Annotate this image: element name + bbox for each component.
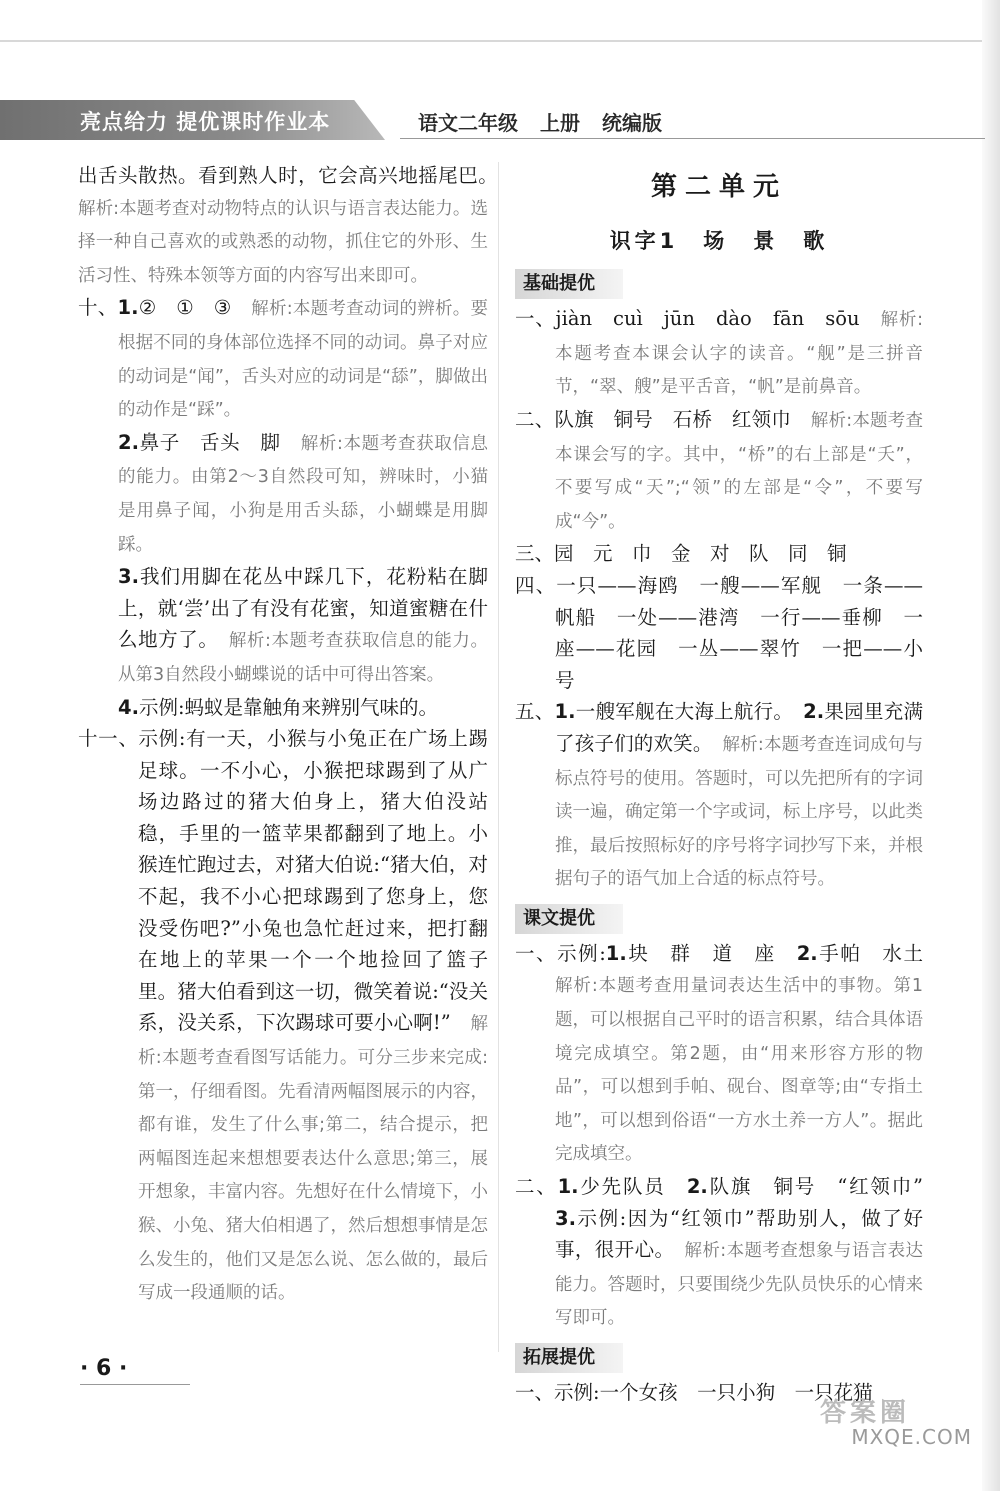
column-divider <box>498 162 499 1352</box>
volume: 上册 <box>540 111 580 135</box>
analysis-label: 解析 <box>228 631 265 652</box>
book-series-title: 亮点给力 提优课时作业本 <box>80 110 331 134</box>
analysis-label: 解析 <box>722 734 758 755</box>
page-header <box>0 100 1000 140</box>
answer-continued: 出舌头散热。看到熟人时，它会高兴地摇尾巴。 解析:本题考查对动物特点的认识与语言表达能力。选择一种自己喜欢的或熟悉的动物，抓住它的外形、生活习性、特殊本领等方面的内容写出来即可。 <box>78 164 488 286</box>
analysis-label: 解析 <box>300 433 337 454</box>
answer-r5: 五、1.一艘军舰在大海上航行。 2.果园里充满了孩子们的欢笑。 解析:本题考查连词成句与标点符号的使用。答题时，可以先把所有的字词读一遍，确定第一个字或词，标上序号，以此类推，最后按照标好的序号将字词抄写下来，并根据句子的语气加上合适的标点符号。 <box>515 700 923 890</box>
watermark-text: MXQE.COM <box>851 1425 972 1449</box>
analysis-label: 解析 <box>810 410 847 431</box>
answer-11: 十一、示例:有一天，小猴与小兔正在广场上踢足球。一不小心，小猴把球踢到了从广场边路过的猪大伯身上，猪大伯没站稳，手里的一篮苹果都翻到了地上。小猴连忙跑过去，对猪大伯说:“猪大伯，对不起，我不小心把球踢到了您身上，您没受伤吧?”小兔也急忙赶过来，把打翻在地上的苹果一个一个地捡回了篮子里。猪大伯看到这一切，微笑着说:“没关系，没关系，下次踢球可要小心啊!” 解析:本题考查看图写话能力。可分三步来完成:第一，仔细看图。先看清两幅图展示的内容，都有谁，发生了什么事;第二，结合提示，把两幅图连起来想想要表达什么意思;第三，展开想象，丰富内容。先想好在什么情境下，小猴、小兔、猪大伯相遇了，然后想想事情是怎么发生的，他们又是怎么说、怎么做的，最后写成一段通顺的话。 <box>78 727 489 1304</box>
section-basic: 基础提优 <box>515 269 623 299</box>
answer-r2: 二、队旗 铜号 石桥 红领巾 解析:本题考查本课会写的字。其中，“桥”的右上部是“夭”，不要写成“天”;“领”的左部是“令”，不要写成“今”。 <box>515 407 923 532</box>
answer-r1: 一、jiàn cuì jūn dào fān sōu 解析:本题考查本课会认字的读音。“舰”是三拼音节，“翠、艘”是平舌音，“帆”是前鼻音。 <box>515 307 924 398</box>
answer-s1: 一、示例:1.块 群 道 座 2.手帕 水土 解析:本题考查用量词表达生活中的事物。第1题，可以根据自己平时的语言积累，结合具体语境完成填空。第2题，由“用来形容方形的物品”，可以想到手帕、砚台、图章等;由“专指土地”，可以想到俗语“一方水土养一方人”。据此完成填空。 <box>515 941 924 1165</box>
page-number: · 6 · <box>80 1356 128 1381</box>
answer-r3: 三、园 元 巾 金 对 队 同 铜 <box>515 542 847 566</box>
analysis-label: 解析 <box>78 198 114 219</box>
analysis-label: 解析 <box>684 1241 721 1262</box>
answer-s2: 二、1.少先队员 2.队旗 铜号 “红领巾” 3.示例:因为“红领巾”帮助别人，做了好事，很开心。 解析:本题考查想象与语言表达能力。答题时，只要围绕少先队员快乐的心情来写即可。 <box>515 1175 923 1329</box>
answer-r4: 四、一只——海鸥 一艘——军舰 一条——帆船 一处——港湾 一行——垂柳 一座——花园 一丛——翠竹 一把——小号 <box>515 573 923 692</box>
answer-10-1: 十、1.② ① ③ 解析:本题考查动词的辨析。要根据不同的身体部位选择不同的动词。鼻子对应的动词是“闻”，舌头对应的动词是“舔”，脚做出的动作是“踩”。 <box>78 296 488 421</box>
page-right-edge <box>982 0 1000 1491</box>
answer-t1: 一、示例:一个女孩 一只小狗 一只花猫 <box>515 1381 873 1404</box>
page-number-rule <box>80 1384 190 1385</box>
answer-10-3: 3.我们用脚在花丛中踩几下，花粉粘在脚上，就‘尝’出了有没有花蜜，知道蜜糖在什么地方了。 解析:本题考查获取信息的能力。从第3自然段小蝴蝶说的话中可得出答案。 <box>118 565 488 685</box>
analysis-label: 解析 <box>251 299 287 320</box>
analysis-label: 解析 <box>138 1014 488 1069</box>
watermark-logo: 答案圈 <box>820 1398 911 1428</box>
edition: 统编版 <box>602 111 662 135</box>
right-column <box>515 160 923 1409</box>
answer-10-4: 4.示例:蚂蚁是靠触角来辨别气味的。 <box>118 695 439 719</box>
analysis-label: 解析 <box>880 310 918 331</box>
book-info <box>418 107 684 136</box>
unit-title: 第二单元 <box>650 172 787 202</box>
page-top-edge <box>0 40 1000 42</box>
section-text: 课文提优 <box>515 904 623 934</box>
analysis-label: 解析 <box>555 976 592 997</box>
subject-grade: 语文二年级 <box>418 111 518 135</box>
lesson-title: 识字1 场 景 歌 <box>609 228 829 253</box>
left-column <box>78 160 488 1310</box>
header-rule <box>400 138 985 139</box>
answer-10-2: 2.鼻子 舌头 脚 解析:本题考查获取信息的能力。由第2～3自然段可知，辨味时，小猫是用鼻子闻，小狗是用舌头舔，小蝴蝶是用脚踩。 <box>118 430 488 555</box>
section-extend: 拓展提优 <box>515 1343 623 1373</box>
